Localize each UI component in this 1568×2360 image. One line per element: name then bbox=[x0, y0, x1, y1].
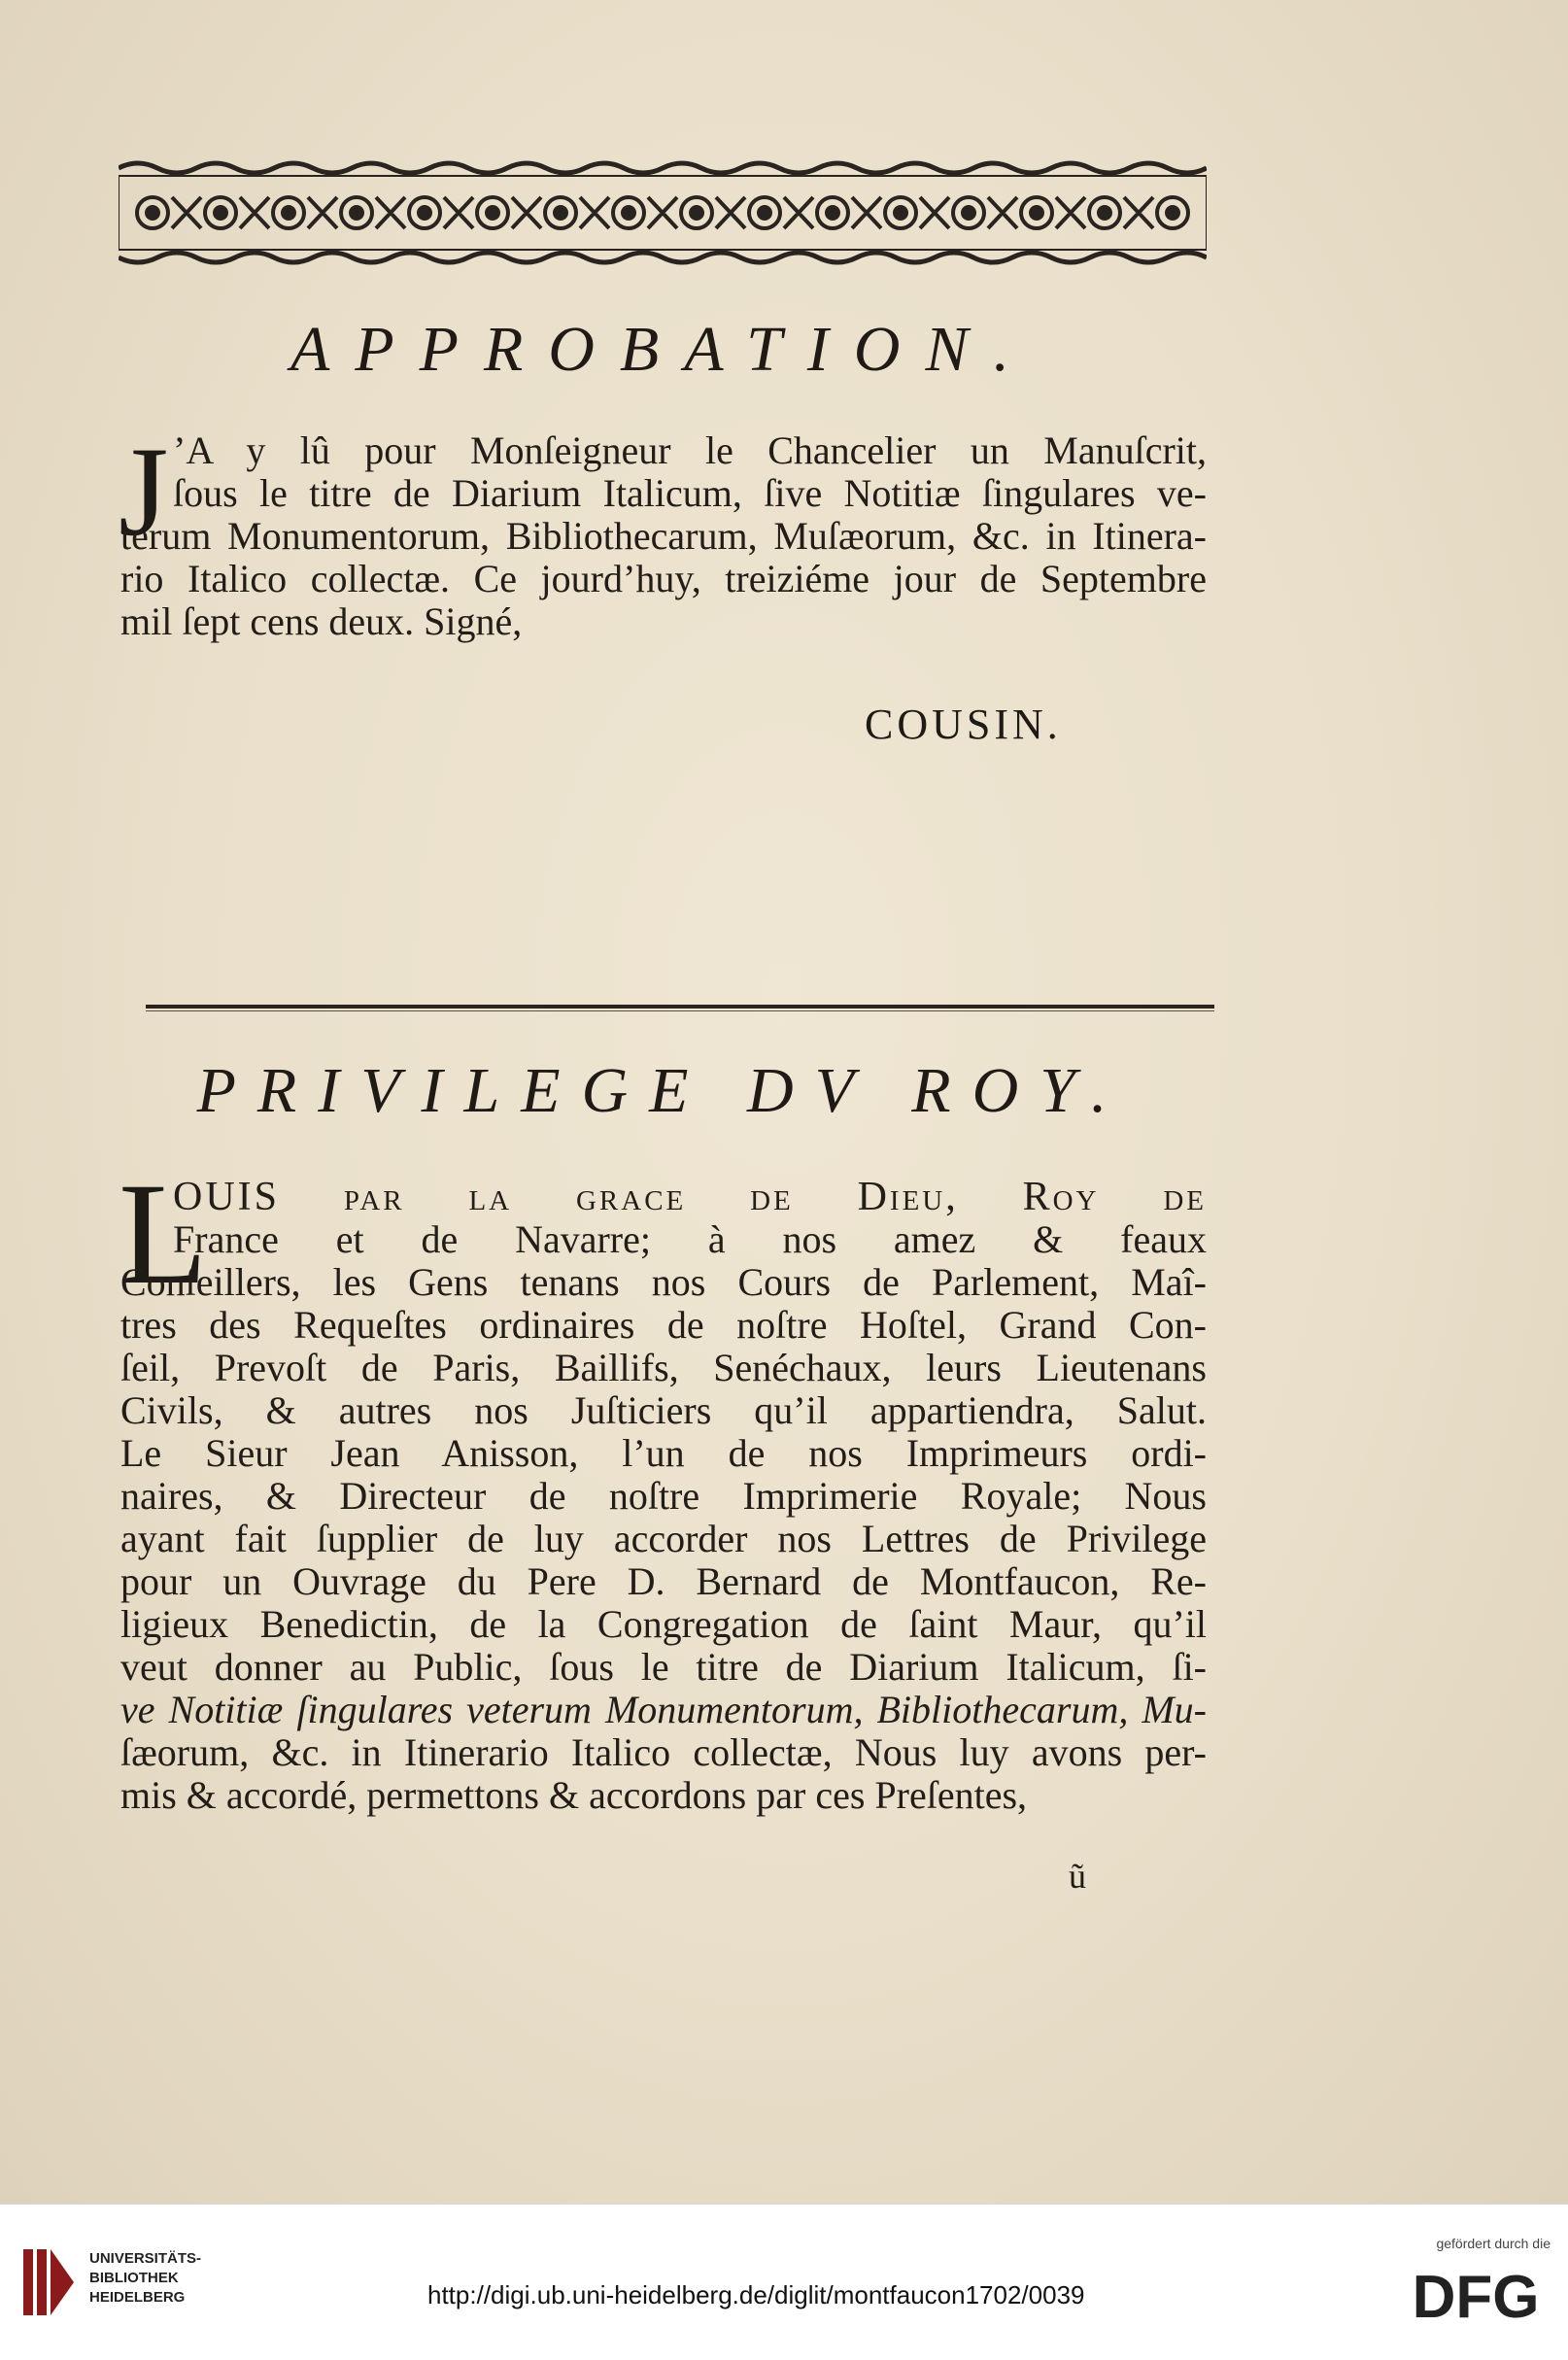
text-line: ve Notitiæ ſingulares veterum Monumentorum, Bibliothecarum, Mu- bbox=[120, 1688, 1207, 1731]
text-line: Conſeillers, les Gens tenans nos Cours de Parlement, Maî- bbox=[120, 1260, 1207, 1304]
text-line: ligieux Benedictin, de la Congregation de ſaint Maur, qu’il bbox=[120, 1602, 1207, 1646]
text-line: ’A y lû pour Monſeigneur le Chancelier un Manuſcrit, bbox=[173, 428, 1207, 472]
text-line: terum Monumentorum, Bibliothecarum, Muſæorum, &c. in Itinera- bbox=[120, 514, 1207, 558]
funding-note: gefördert durch die bbox=[1436, 2236, 1551, 2251]
text-line: veut donner au Public, ſous le titre de Diarium Italicum, ſi- bbox=[120, 1645, 1207, 1689]
section-divider bbox=[146, 1005, 1214, 1009]
approbation-text bbox=[120, 429, 1207, 643]
text-line: mis & accordé, permettons & accordons par ces Preſentes, bbox=[120, 1773, 1028, 1817]
ornamental-header-band bbox=[119, 158, 1207, 267]
approbation-dropcap: J bbox=[119, 420, 169, 563]
text-line: naires, & Directeur de noſtre Imprimerie Royale; Nous bbox=[120, 1474, 1207, 1518]
text-line: Le Sieur Jean Anisson, l’un de nos Imprimeurs ordi- bbox=[120, 1431, 1207, 1475]
text-line: pour un Ouvrage du Pere D. Bernard de Montfaucon, Re- bbox=[120, 1559, 1207, 1603]
text-line: rio Italico collectæ. Ce jourd’huy, treiziéme jour de Septembre bbox=[120, 557, 1207, 600]
text-line: ſous le titre de Diarium Italicum, ſive Notitiæ ſingulares ve- bbox=[173, 471, 1207, 515]
dfg-logo-text: DFG bbox=[1412, 2264, 1540, 2329]
signature-name: COUSIN. bbox=[865, 701, 1062, 748]
dfg-logo-icon[interactable] bbox=[1403, 2261, 1549, 2329]
text-line: ayant fait ſupplier de luy accorder nos Lettres de Privilege bbox=[120, 1517, 1207, 1560]
university-library-logo-icon[interactable] bbox=[19, 2243, 78, 2321]
text-line: ſeil, Prevoſt de Paris, Baillifs, Senéchaux, leurs Lieutenans bbox=[120, 1346, 1207, 1389]
text-line: France et de Navarre; à nos amez & feaux bbox=[173, 1217, 1207, 1261]
text-line: Civils, & autres nos Juſticiers qu’il appartiendra, Salut. bbox=[120, 1388, 1207, 1432]
catchword: ũ bbox=[1069, 1857, 1086, 1896]
library-name: UNIVERSITÄTS- BIBLIOTHEK HEIDELBERG bbox=[89, 2250, 202, 2306]
privilege-dropcap: L bbox=[119, 1153, 208, 1315]
viewer-footer bbox=[0, 2204, 1568, 2360]
text-line: OUIS par la grace de Dieu, Roy de bbox=[173, 1175, 1207, 1219]
privilege-text bbox=[120, 1176, 1207, 1817]
approbation-title: APPROBATION. bbox=[290, 314, 1035, 385]
text-line: mil ſept cens deux. Signé, bbox=[120, 599, 523, 643]
text-line: ſæorum, &c. in Itinerario Italico collectæ, Nous luy avons per- bbox=[120, 1730, 1207, 1774]
text-line: tres des Requeſtes ordinaires de noſtre Hoſtel, Grand Con- bbox=[120, 1303, 1207, 1347]
privilege-title: PRIVILEGE DV ROY. bbox=[196, 1055, 1129, 1126]
permalink-url[interactable]: http://digi.ub.uni-heidelberg.de/diglit/montfaucon1702/0039 bbox=[427, 2280, 1085, 2309]
